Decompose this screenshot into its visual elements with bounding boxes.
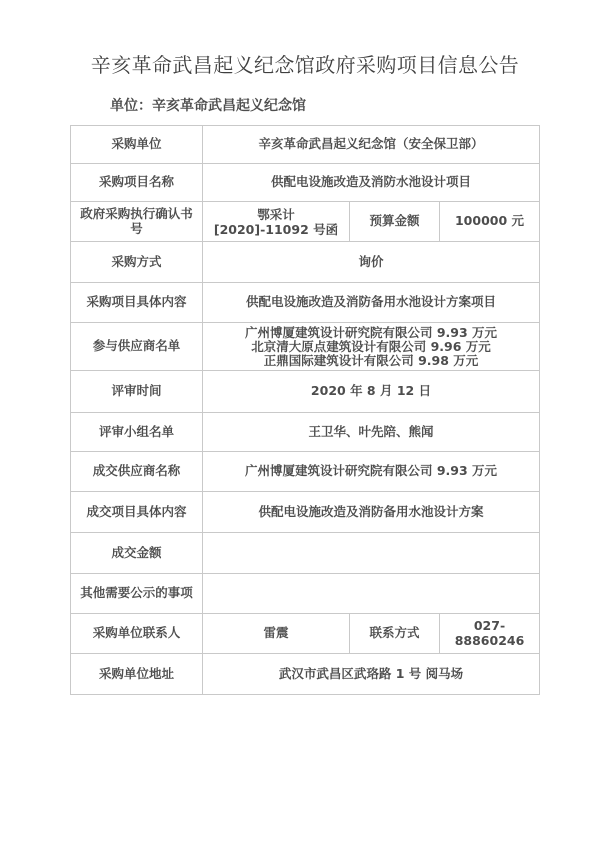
supplier-item: 正鼎国际建筑设计有限公司 9.98 万元: [263, 352, 479, 368]
supplier-item: 北京清大原点建筑设计有限公司 9.96 万元: [251, 338, 491, 354]
row-review-panel: [71, 413, 540, 452]
row-address: [71, 654, 540, 695]
row-label: 采购项目具体内容: [71, 283, 203, 323]
row-value: 询价: [203, 242, 540, 283]
supplier-item: 广州博厦建筑设计研究院有限公司 9.93 万元: [244, 324, 498, 340]
contact-method-label: 联系方式: [350, 614, 440, 654]
confirmation-number-value: [203, 202, 350, 242]
budget-value: 100000 元: [440, 202, 540, 242]
row-value: [203, 533, 540, 574]
row-other-items: [71, 574, 540, 614]
row-project-detail: [71, 283, 540, 323]
row-label: 采购方式: [71, 242, 203, 283]
row-label: 参与供应商名单: [71, 323, 203, 371]
row-label: 评审时间: [71, 371, 203, 413]
row-label: 采购单位: [71, 126, 203, 164]
row-review-time: [71, 371, 540, 413]
confirmation-line-1: 鄂采计: [257, 206, 295, 222]
row-value: [203, 574, 540, 614]
contact-phone-value: 027-88860246: [440, 614, 540, 654]
row-deal-detail: [71, 492, 540, 533]
row-label: 评审小组名单: [71, 413, 203, 452]
row-winner: [71, 452, 540, 492]
row-value: 王卫华、叶先陪、熊闻: [203, 413, 540, 452]
page-title: 辛亥革命武昌起义纪念馆政府采购项目信息公告: [90, 53, 520, 77]
procurement-info-table: [70, 125, 540, 695]
row-contact: [71, 614, 540, 654]
row-label: 采购单位地址: [71, 654, 203, 695]
row-value: 2020 年 8 月 12 日: [203, 371, 540, 413]
row-value: 供配电设施改造及消防水池设计项目: [203, 164, 540, 202]
row-purchaser: [71, 126, 540, 164]
row-label: 成交项目具体内容: [71, 492, 203, 533]
supplier-list: [203, 323, 540, 371]
row-confirmation-number: [71, 202, 540, 242]
row-value: 供配电设施改造及消防备用水池设计方案项目: [203, 283, 540, 323]
row-label: 成交金额: [71, 533, 203, 574]
row-suppliers: [71, 323, 540, 371]
row-label: 其他需要公示的事项: [71, 574, 203, 614]
row-value: 辛亥革命武昌起义纪念馆（安全保卫部）: [203, 126, 540, 164]
row-value: 供配电设施改造及消防备用水池设计方案: [203, 492, 540, 533]
row-label: 采购项目名称: [71, 164, 203, 202]
row-project-name: [71, 164, 540, 202]
contact-name-value: 雷震: [203, 614, 350, 654]
budget-label: 预算金额: [350, 202, 440, 242]
row-value: 广州博厦建筑设计研究院有限公司 9.93 万元: [203, 452, 540, 492]
confirmation-line-2: [2020]-11092 号函: [213, 221, 339, 237]
row-value: 武汉市武昌区武珞路 1 号 阅马场: [203, 654, 540, 695]
unit-label: 单位：辛亥革命武昌起义纪念馆: [110, 98, 306, 114]
row-label: 采购单位联系人: [71, 614, 203, 654]
row-method: [71, 242, 540, 283]
row-label: 成交供应商名称: [71, 452, 203, 492]
row-label: 政府采购执行确认书号: [71, 202, 203, 242]
row-deal-amount: [71, 533, 540, 574]
